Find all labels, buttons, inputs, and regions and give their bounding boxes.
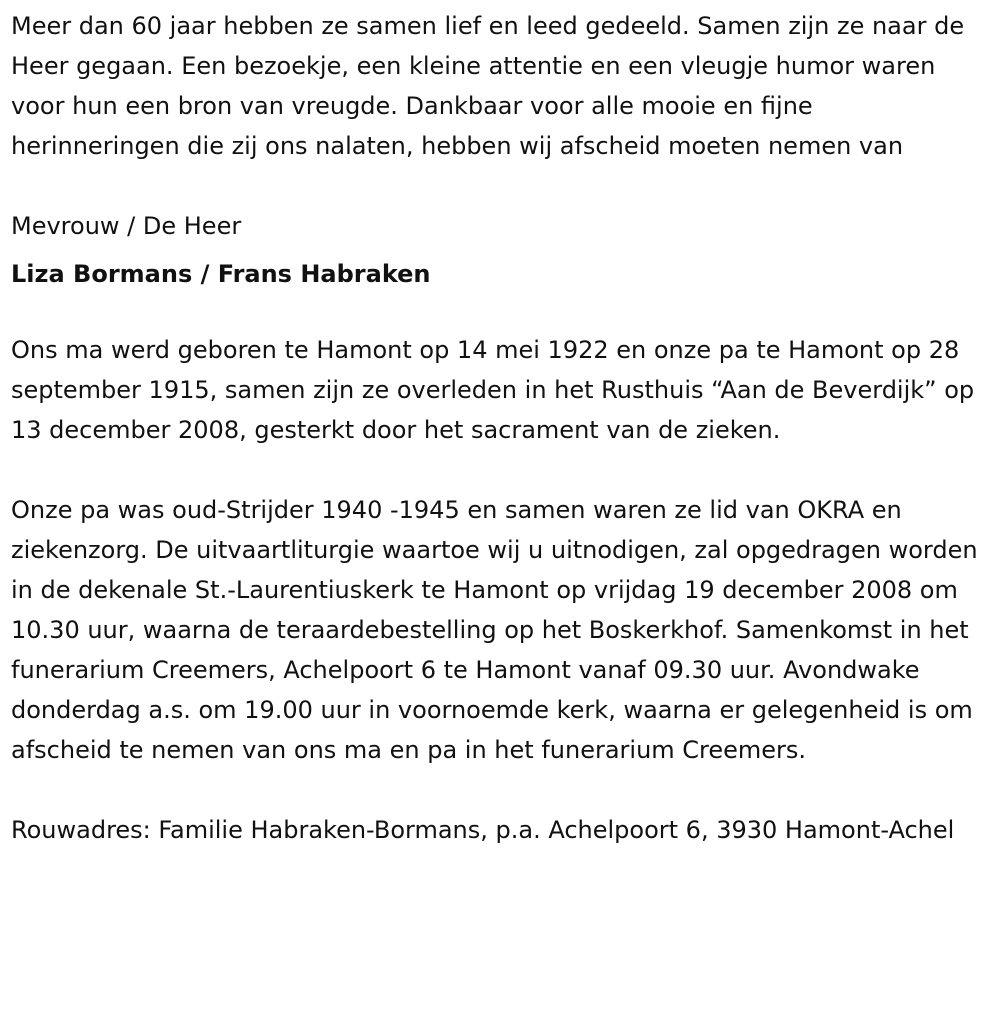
salutation: Mevrouw / De Heer	[11, 212, 242, 240]
birth-death-paragraph: Ons ma werd geboren te Hamont op 14 mei 1922 en onze pa te Hamont op 28 september 1915, samen zijn ze overleden in het Rusthuis “Aan de Beverdijk” op 13 december 2008, gesterkt door het sacrament van de zieken.	[11, 336, 975, 444]
deceased-names: Liza Bormans / Frans Habraken	[11, 260, 431, 288]
intro-paragraph: Meer dan 60 jaar hebben ze samen lief en leed gedeeld. Samen zijn ze naar de Heer gegaan. Een bezoekje, een kleine attentie en een vleugje humor waren voor hun een bron van vreugde. Dankbaar voor alle mooie en fijne herinneringen die zij ons nalaten, hebben wij afscheid moeten nemen van	[11, 12, 965, 160]
mourning-address: Rouwadres: Familie Habraken-Bormans, p.a. Achelpoort 6, 3930 Hamont-Achel	[11, 816, 955, 844]
service-details-paragraph: Onze pa was oud-Strijder 1940 -1945 en samen waren ze lid van OKRA en ziekenzorg. De uitvaartliturgie waartoe wij u uitnodigen, zal opgedragen worden in de dekenale St.-Laurentiuskerk te Hamont op vrijdag 19 december 2008 om 10.30 uur, waarna de teraardebestelling op het Boskerkhof. Samenkomst in het funerarium Creemers, Achelpoort 6 te Hamont vanaf 09.30 uur. Avondwake donderdag a.s. om 19.00 uur in voornoemde kerk, waarna er gelegenheid is om afscheid te nemen van ons ma en pa in het funerarium Creemers.	[11, 496, 978, 764]
